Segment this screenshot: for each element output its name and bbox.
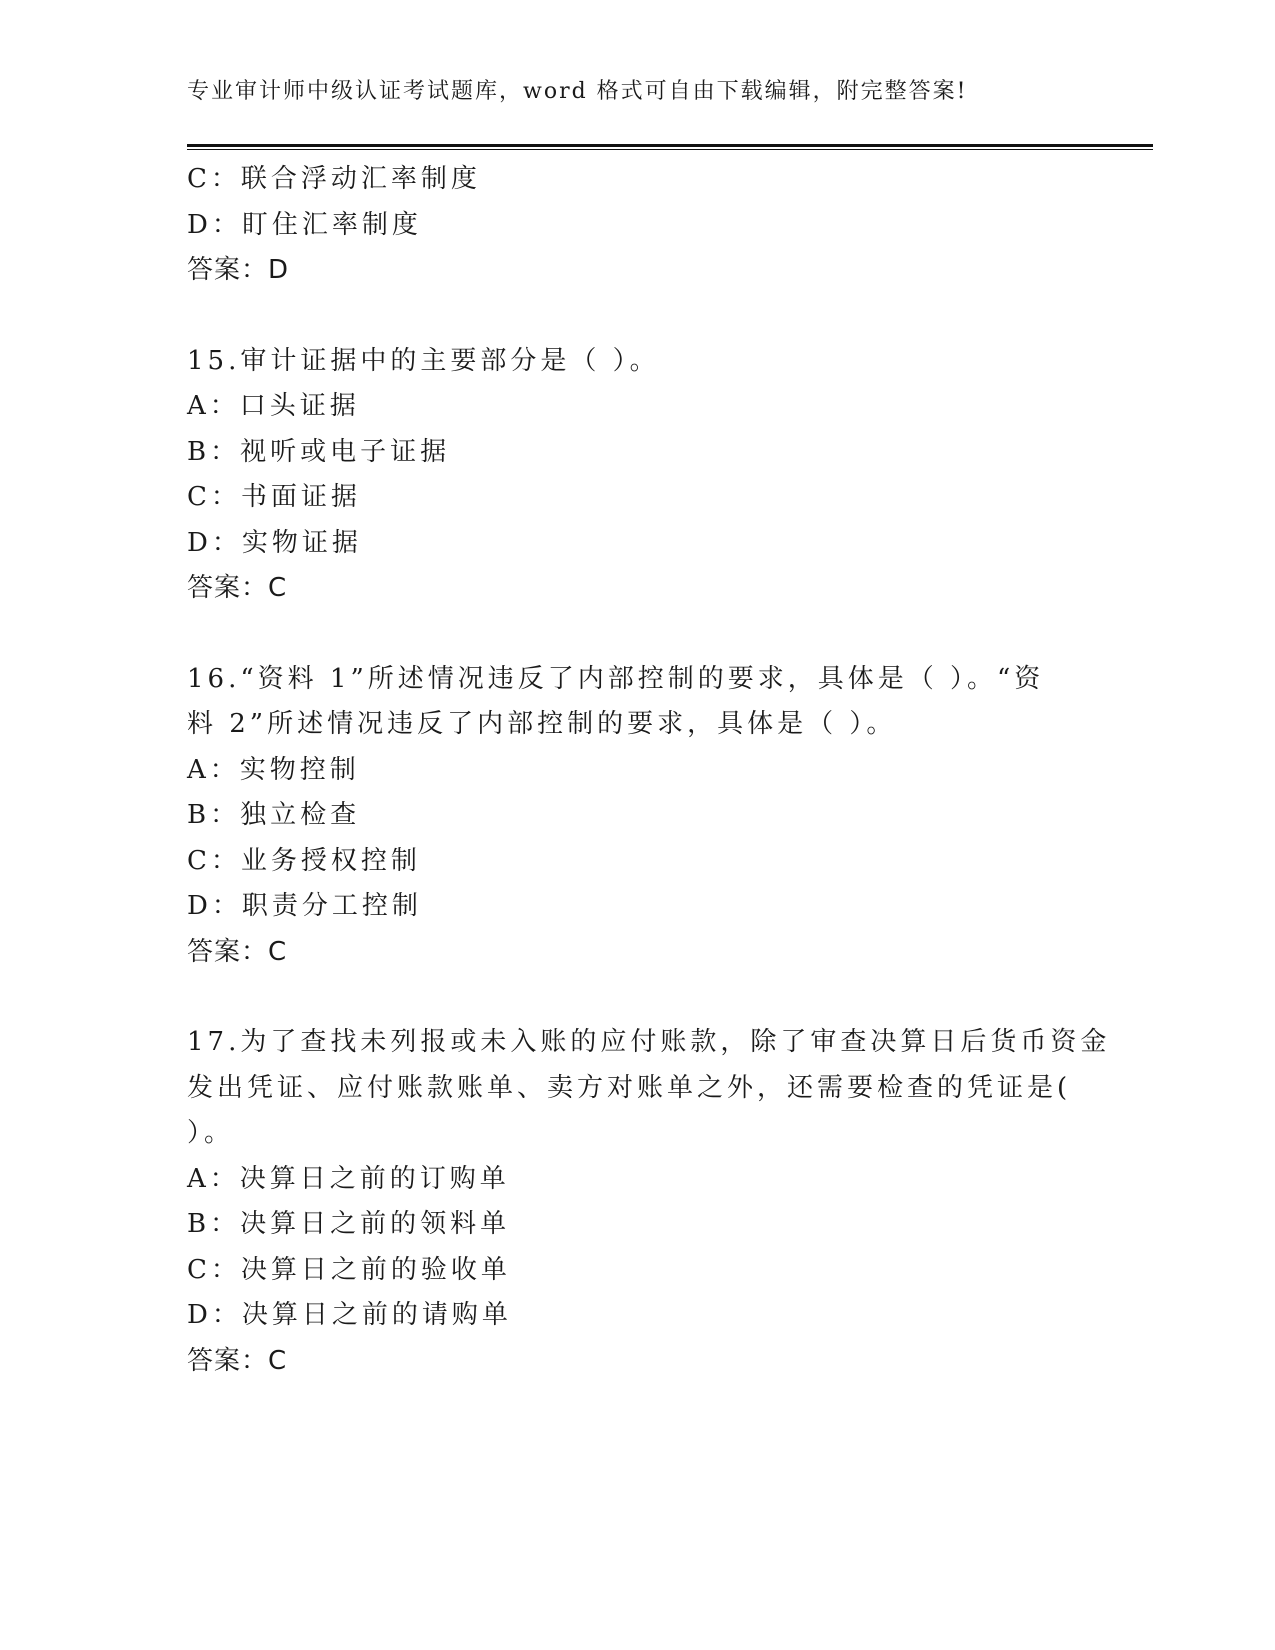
answer-line: 答案：D — [187, 255, 290, 285]
question-content — [187, 157, 1111, 1384]
answer-line: 答案：C — [187, 936, 288, 967]
text-line: D：盯住汇率制度 — [187, 209, 422, 240]
page-header: 专业审计师中级认证考试题库，word 格式可自由下载编辑，附完整答案! — [187, 79, 968, 104]
text-line: ）。 — [187, 1118, 235, 1148]
text-line: B：独立检查 — [187, 800, 361, 830]
answer-line: 答案：C — [187, 1345, 288, 1376]
paragraph-gap — [187, 975, 1087, 1020]
header-rule-thick — [187, 144, 1153, 147]
text-line: 发出凭证、应付账款账单、卖方对账单之外，还需要检查的凭证是( — [187, 1072, 1072, 1103]
text-line: 17.为了查找未列报或未入账的应付账款，除了审查决算日后货币资金 — [187, 1027, 1111, 1057]
text-line: 16.“资料 1”所述情况违反了内部控制的要求，具体是（ ）。“资 — [187, 663, 1045, 694]
text-line: 15.审计证据中的主要部分是（ ）。 — [187, 345, 660, 376]
paragraph-gap — [187, 294, 1087, 339]
header-rule-thin — [187, 149, 1153, 150]
text-line: C：决算日之前的验收单 — [187, 1254, 511, 1285]
text-line: 料 2”所述情况违反了内部控制的要求，具体是（ ）。 — [187, 709, 897, 739]
text-line: D：决算日之前的请购单 — [187, 1300, 512, 1330]
text-line: A：决算日之前的订购单 — [187, 1163, 510, 1194]
answer-line: 答案：C — [187, 573, 288, 603]
text-line: B：视听或电子证据 — [187, 436, 451, 467]
text-line: A：实物控制 — [187, 754, 360, 785]
text-line: A：口头证据 — [187, 391, 360, 421]
text-line: C：书面证据 — [187, 482, 361, 512]
paragraph-gap — [187, 612, 1087, 657]
text-line: C：业务授权控制 — [187, 845, 421, 876]
text-line: D：实物证据 — [187, 527, 362, 558]
text-line: C：联合浮动汇率制度 — [187, 164, 481, 194]
text-line: B：决算日之前的领料单 — [187, 1209, 511, 1239]
text-line: D：职责分工控制 — [187, 891, 422, 921]
